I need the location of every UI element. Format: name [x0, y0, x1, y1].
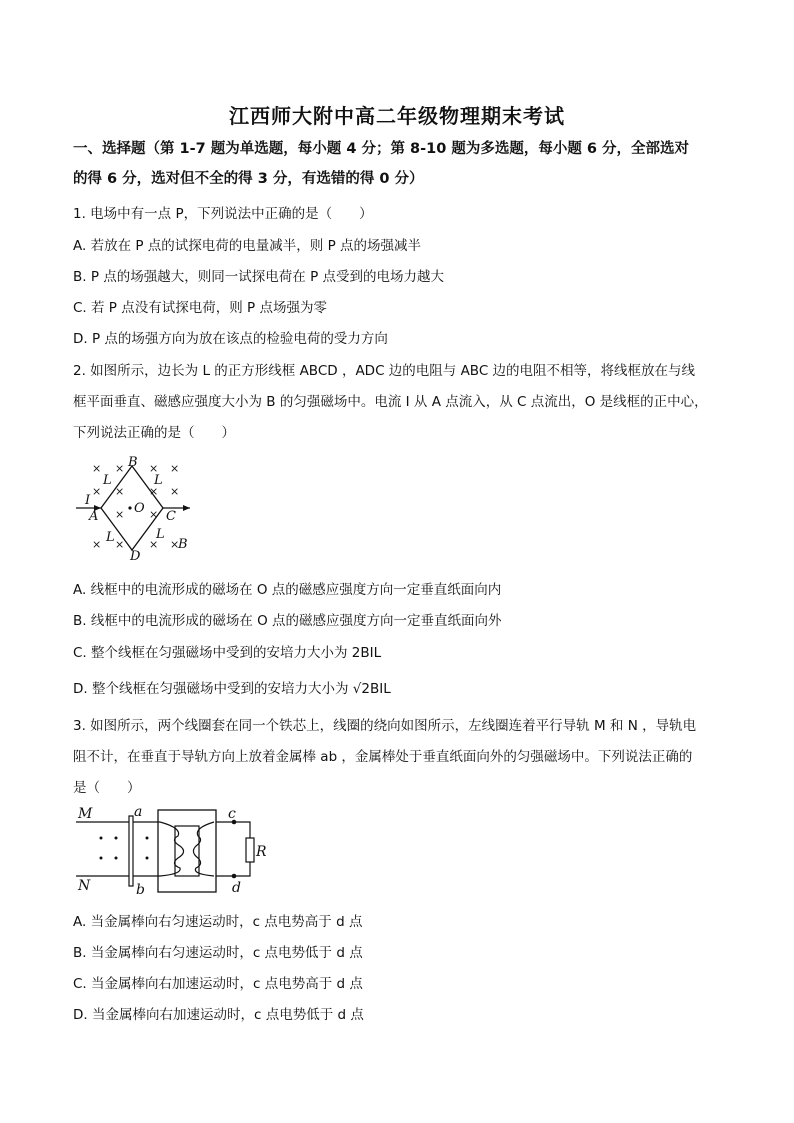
q2-option-d: D. 整个线框在匀强磁场中受到的安培力大小为 √2BIL: [73, 681, 391, 697]
cross-mark: ×: [170, 485, 180, 498]
label-B: B: [128, 455, 138, 470]
label-C: C: [166, 509, 176, 524]
label-M: M: [78, 806, 93, 822]
left-coil: [160, 822, 184, 876]
q1-option-c: C. 若 P 点没有试探电荷，则 P 点场强为零: [73, 300, 327, 316]
q3-option-b: B. 当金属棒向右匀速运动时，c 点电势低于 d 点: [73, 945, 363, 961]
cross-mark: ×: [115, 508, 125, 521]
cross-mark: ×: [149, 538, 159, 551]
q1-option-a: A. 若放在 P 点的试探电荷的电量减半，则 P 点的场强减半: [73, 238, 422, 254]
q2-option-b: B. 线框中的电流形成的磁场在 O 点的磁感应强度方向一定垂直纸面向外: [73, 613, 502, 629]
label-O: O: [134, 501, 145, 516]
cross-mark: ×: [92, 485, 102, 498]
q3-stem-line2: 阻不计，在垂直于导轨方向上放着金属棒 ab ，金属棒处于垂直纸面向外的匀强磁场中。下列说法正确的: [73, 749, 693, 765]
cross-mark: ×: [170, 462, 180, 475]
label-field-B: B: [178, 537, 188, 552]
cross-mark: ×: [149, 485, 159, 498]
metal-rod-ab: [129, 816, 133, 886]
label-R: R: [256, 844, 267, 860]
label-d: d: [232, 880, 241, 896]
q2-stem-line2: 框平面垂直、磁感应强度大小为 B 的匀强磁场中。电流 I 从 A 点流入，从 C 点流出，O 是线框的正中心，: [73, 394, 708, 410]
q2-option-a: A. 线框中的电流形成的磁场在 O 点的磁感应强度方向一定垂直纸面向内: [73, 582, 502, 598]
q2-option-c: C. 整个线框在匀强磁场中受到的安培力大小为 2BIL: [73, 645, 382, 661]
label-L: L: [156, 527, 165, 542]
cross-mark: ×: [115, 538, 125, 551]
cross-mark: ×: [149, 462, 159, 475]
label-I: I: [85, 493, 91, 508]
label-L: L: [106, 530, 115, 545]
right-coil: [193, 822, 214, 876]
cross-mark: ×: [92, 538, 102, 551]
cross-mark: ×: [92, 462, 102, 475]
cross-mark: ×: [170, 538, 180, 551]
q3-option-a: A. 当金属棒向右匀速运动时，c 点电势高于 d 点: [73, 914, 363, 930]
terminal-d: [232, 874, 237, 879]
q3-stem-line1: 3. 如图所示，两个线圈套在同一个铁芯上，线圈的绕向如图所示，左线圈连着平行导轨 M 和 N ，导轨电: [73, 718, 697, 734]
q3-option-d: D. 当金属棒向右加速运动时，c 点电势低于 d 点: [73, 1007, 364, 1023]
q1-option-b: B. P 点的场强越大，则同一试探电荷在 P 点受到的电场力越大: [73, 269, 444, 285]
section-header-line1: 一、选择题（第 1-7 题为单选题，每小题 4 分；第 8-10 题为多选题，每小题 6 分，全部选对: [73, 141, 690, 157]
magnetic-field-dots: [100, 837, 149, 860]
q1-stem: 1. 电场中有一点 P，下列说法中正确的是（ ）: [73, 206, 373, 222]
q3-transformer-figure: [72, 804, 272, 898]
page-title: 江西师大附中高二年级物理期末考试: [229, 104, 565, 128]
cross-mark: ×: [115, 485, 125, 498]
q2-square-frame-figure: [72, 452, 202, 564]
q2-stem-line3: 下列说法正确的是（ ）: [73, 425, 235, 441]
q1-option-d: D. P 点的场强方向为放在该点的检验电荷的受力方向: [73, 331, 388, 347]
label-b: b: [136, 882, 145, 898]
q2-stem-line1: 2. 如图所示，边长为 L 的正方形线框 ABCD ，ADC 边的电阻与 ABC 边的电阻不相等，将线框放在与线: [73, 363, 696, 379]
iron-core-outer: [158, 810, 216, 892]
center-dot: [128, 506, 131, 509]
label-N: N: [78, 878, 91, 894]
label-L: L: [154, 473, 163, 488]
resistor-R: [246, 838, 254, 862]
section-header-line2: 的得 6 分，选对但不全的得 3 分，有选错的得 0 分）: [73, 171, 424, 187]
section-header: [73, 134, 723, 194]
cross-mark: ×: [149, 508, 159, 521]
label-D: D: [130, 549, 141, 564]
label-c: c: [228, 806, 236, 822]
cross-mark: ×: [115, 462, 125, 475]
label-L: L: [103, 473, 112, 488]
arrow-icon: [183, 505, 190, 511]
label-a: a: [134, 804, 143, 820]
q3-stem-line3: 是（ ）: [73, 780, 141, 796]
q3-option-c: C. 当金属棒向右加速运动时，c 点电势高于 d 点: [73, 976, 363, 992]
label-A: A: [89, 509, 99, 524]
